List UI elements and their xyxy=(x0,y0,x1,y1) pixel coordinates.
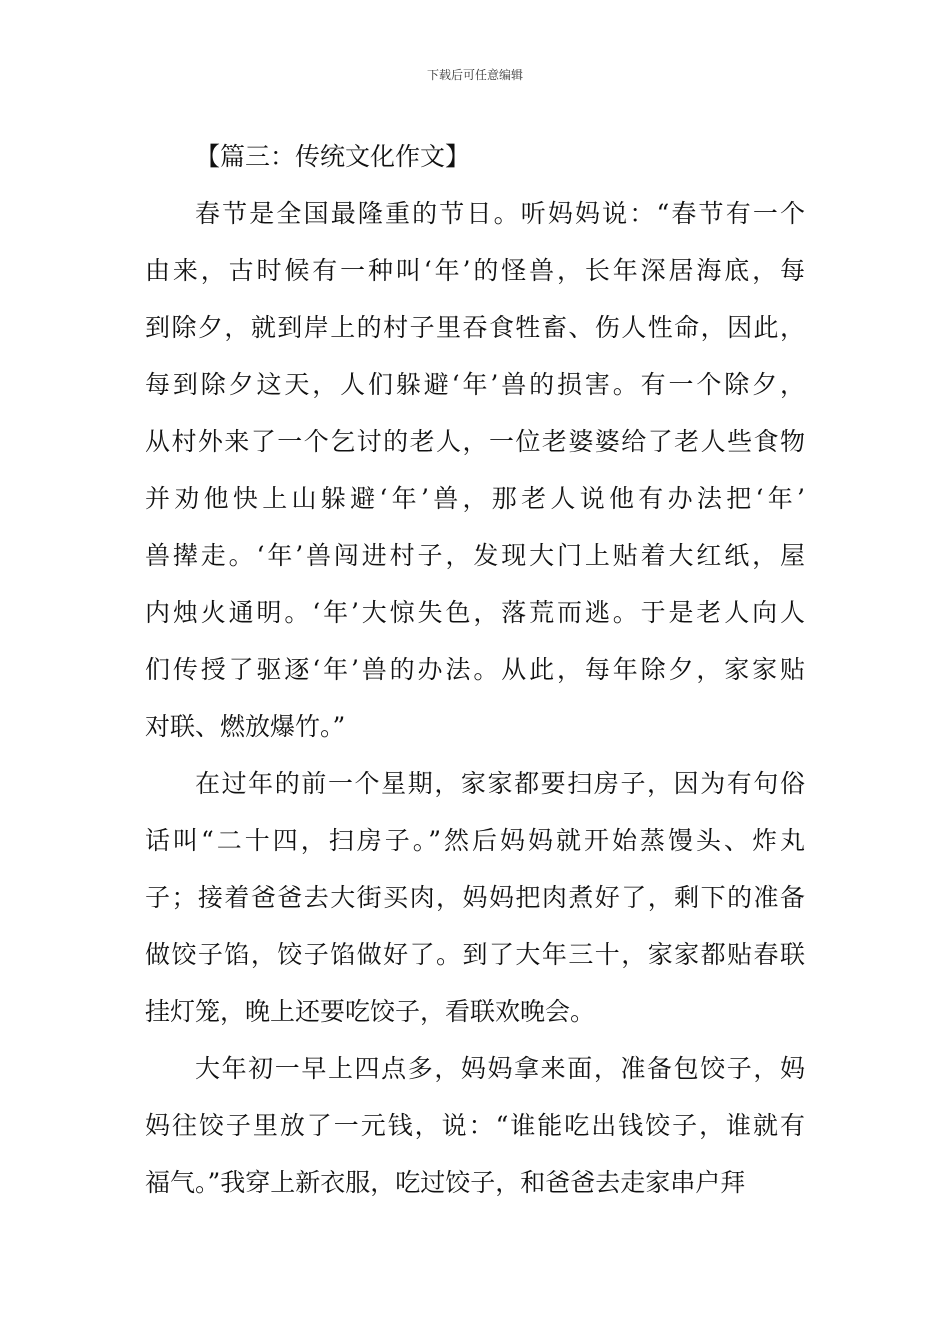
paragraph-line: 并劝他快上山躲避‘年’兽，那老人说他有办法把‘年’ xyxy=(145,484,805,513)
paragraph-line: 由来，古时候有一种叫‘年’的怪兽，长年深居海底，每 xyxy=(145,256,805,285)
paragraph-line: 从村外来了一个乞讨的老人，一位老婆婆给了老人些食物 xyxy=(145,427,805,456)
header-note: 下载后可任意编辑 xyxy=(426,68,523,82)
paragraph-line: 大年初一早上四点多，妈妈拿来面，准备包饺子，妈 xyxy=(195,1054,805,1083)
paragraph-line: 兽撵走。‘年’兽闯进村子，发现大门上贴着大红纸，屋 xyxy=(145,541,805,570)
paragraph-line: 挂灯笼，晚上还要吃饺子，看联欢晚会。 xyxy=(145,997,596,1026)
paragraph-line: 福气。”我穿上新衣服，吃过饺子，和爸爸去走家串户拜 xyxy=(145,1168,746,1197)
essay-title: 【篇三：传统文化作文】 xyxy=(195,142,471,171)
paragraph-line: 每到除夕这天，人们躲避‘年’兽的损害。有一个除夕， xyxy=(145,370,805,399)
paragraph-line: 内烛火通明。‘年’大惊失色，落荒而逃。于是老人向人 xyxy=(145,598,805,627)
paragraphs-container xyxy=(145,185,805,1211)
paragraph xyxy=(145,755,805,1040)
paragraph-line: 春节是全国最隆重的节日。听妈妈说：“春节有一个 xyxy=(195,199,805,228)
paragraph-line: 到除夕，就到岸上的村子里吞食牲畜、伤人性命，因此， xyxy=(145,313,805,342)
paragraph-line: 话叫“二十四，扫房子。”然后妈妈就开始蒸馒头、炸丸 xyxy=(145,826,805,855)
paragraph-line: 们传授了驱逐‘年’兽的办法。从此，每年除夕，家家贴 xyxy=(145,655,805,684)
document-body xyxy=(145,128,805,1211)
paragraph-line: 妈往饺子里放了一元钱，说：“谁能吃出钱饺子，谁就有 xyxy=(145,1111,805,1140)
paragraph-line: 在过年的前一个星期，家家都要扫房子，因为有句俗 xyxy=(195,769,805,798)
paragraph xyxy=(145,1040,805,1211)
paragraph-line: 对联、燃放爆竹。” xyxy=(145,712,346,741)
paragraph xyxy=(145,185,805,755)
paragraph-line: 子；接着爸爸去大街买肉，妈妈把肉煮好了，剩下的准备 xyxy=(145,883,805,912)
paragraph-line: 做饺子馅，饺子馅做好了。到了大年三十，家家都贴春联 xyxy=(145,940,805,969)
